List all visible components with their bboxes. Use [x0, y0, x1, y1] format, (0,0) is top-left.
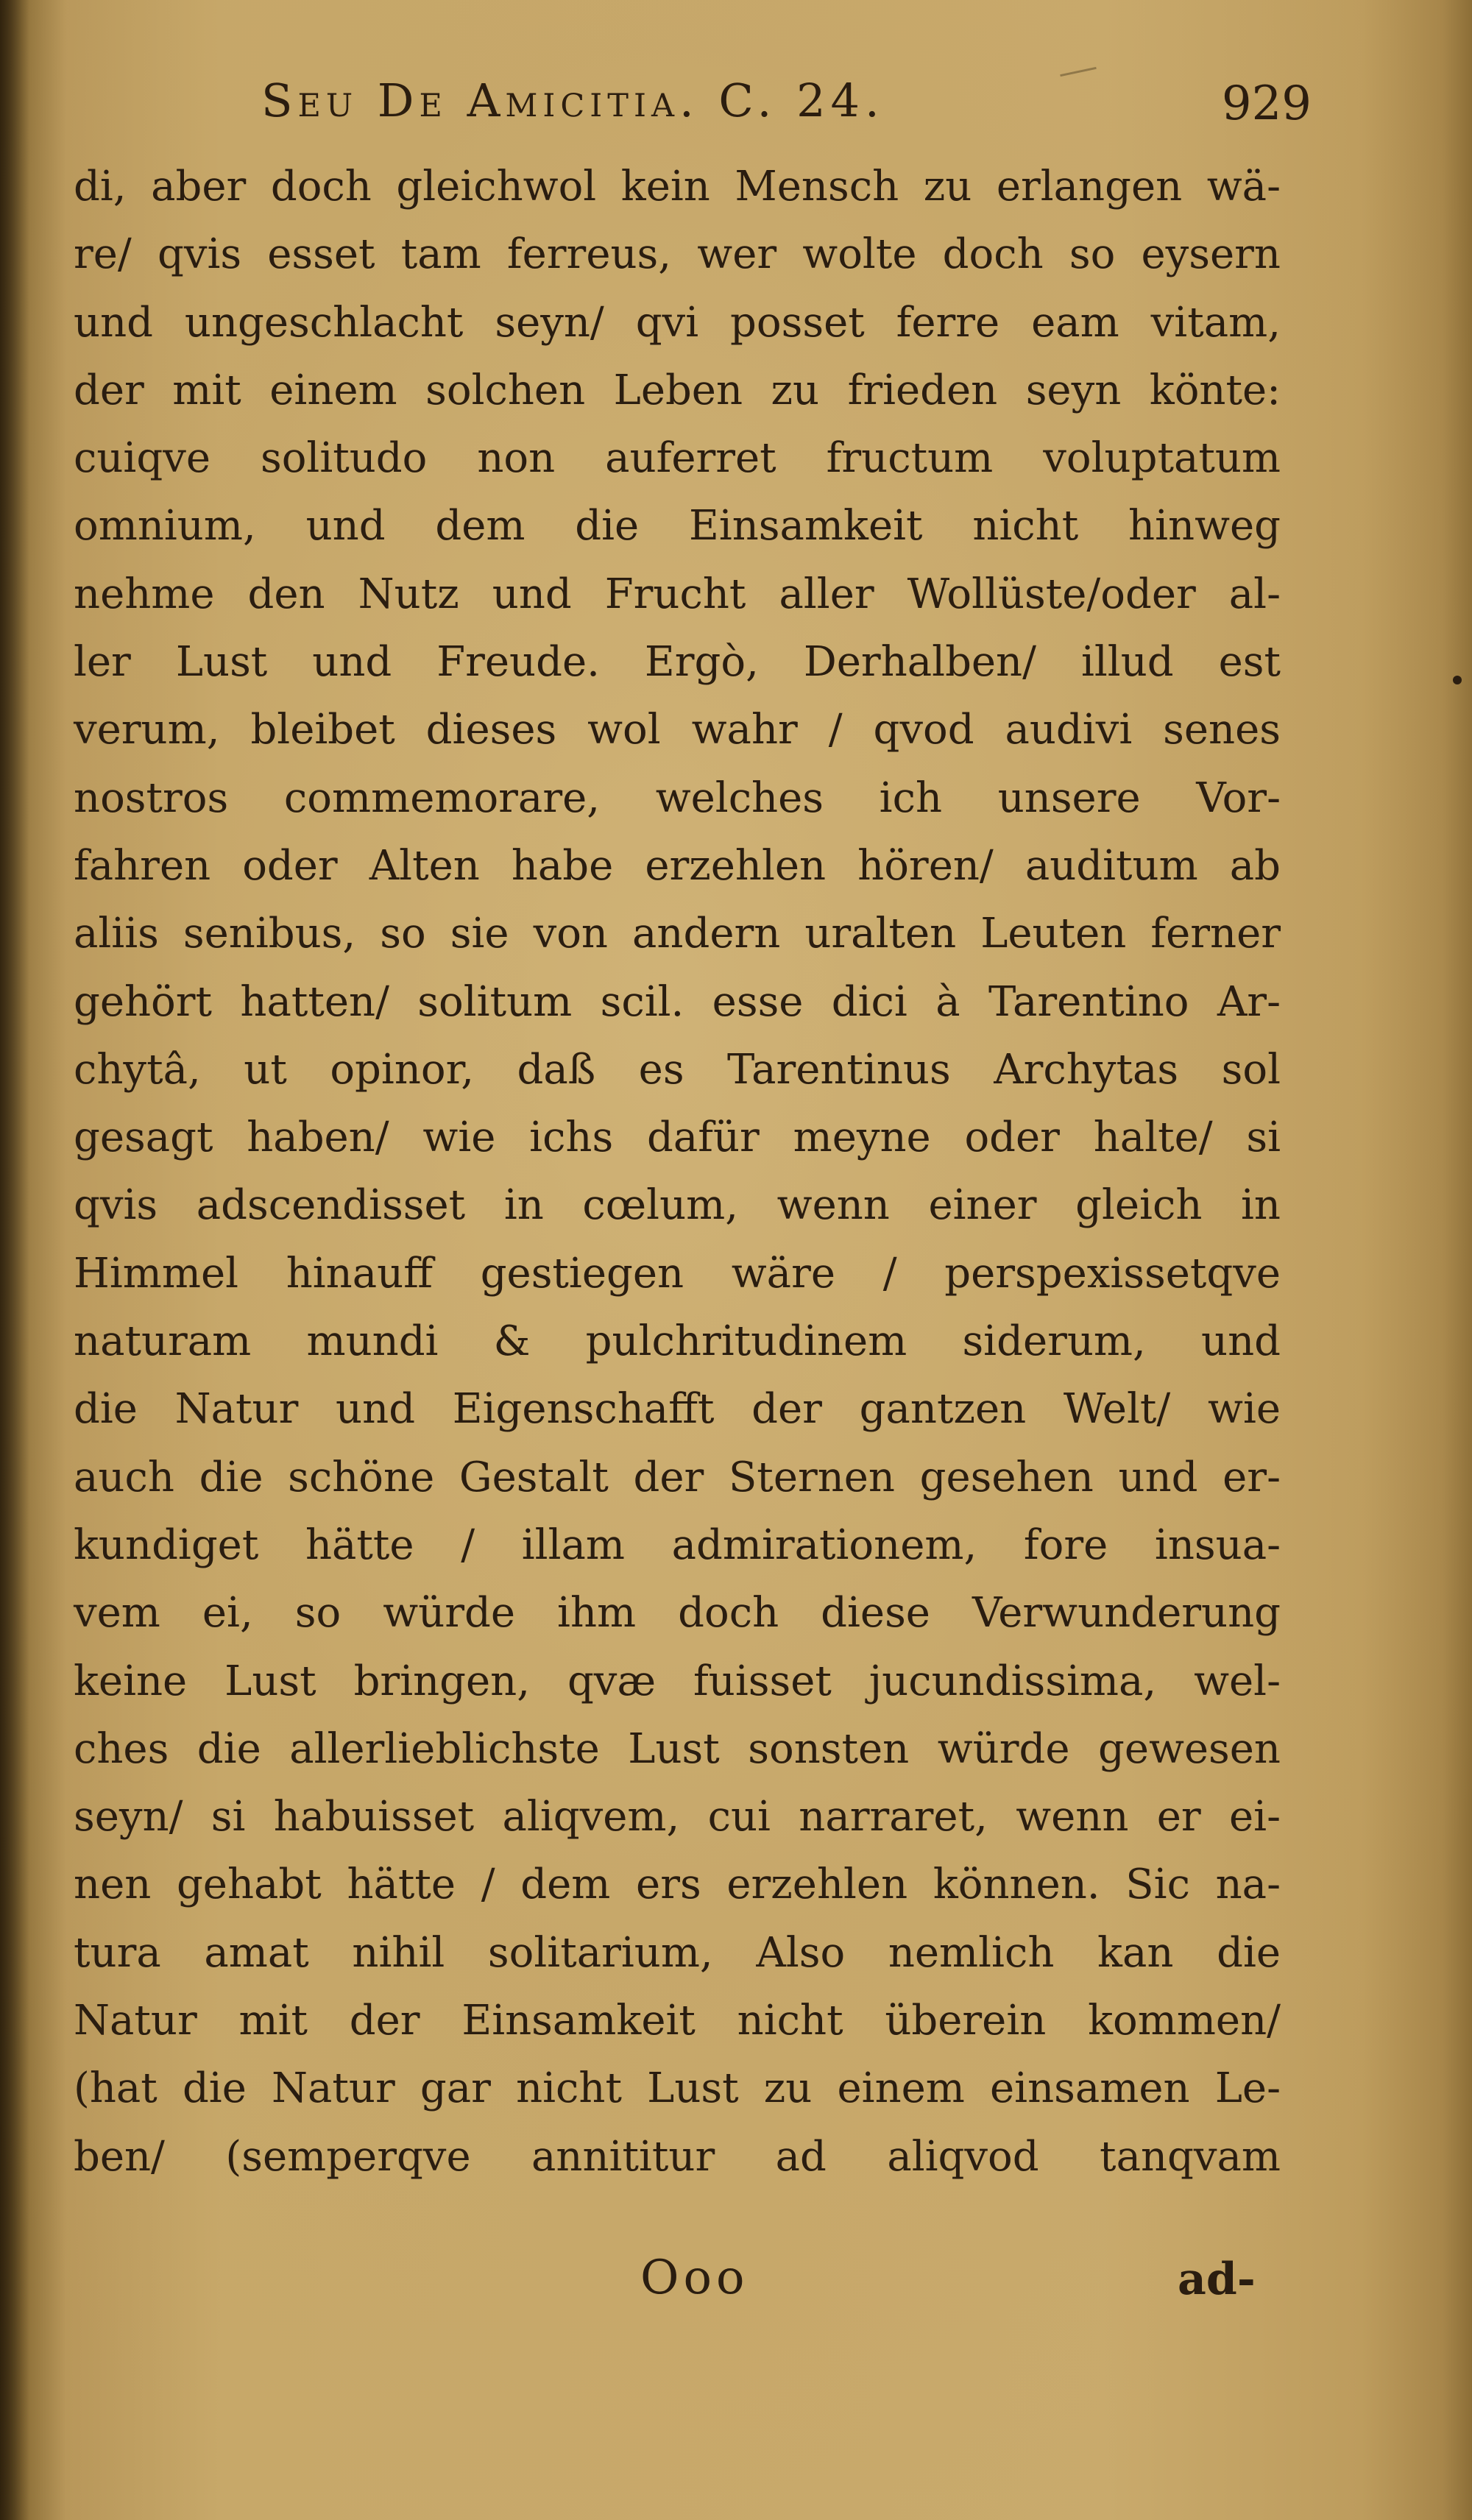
text-line: gehört hatten/ solitum scil. esse dici à Tarentino Ar-: [74, 977, 1281, 1026]
text-line: ben/ (semperqve annititur ad aliqvod tanqvam: [74, 2132, 1281, 2181]
margin-ink-dot: [1453, 676, 1462, 684]
text-line: re/ qvis esset tam ferreus, wer wolte doch so eysern: [74, 230, 1281, 279]
text-line: keine Lust bringen, qvæ fuisset jucundissima, wel-: [74, 1657, 1281, 1705]
text-line: gesagt haben/ wie ichs dafür meyne oder halte/ si: [74, 1114, 1281, 1162]
running-head: Seu De Amicitia. C. 24.: [261, 74, 885, 127]
text-line: qvis adscendisset in cœlum, wenn einer gleich in: [74, 1181, 1281, 1230]
text-line: naturam mundi & pulchritudinem siderum, und: [74, 1317, 1281, 1366]
text-line: di, aber doch gleichwol kein Mensch zu erlangen wä-: [74, 163, 1281, 210]
text-line: cuiqve solitudo non auferret fructum voluptatum: [74, 434, 1281, 483]
text-line: die Natur und Eigenschafft der gantzen Welt/ wie: [74, 1385, 1281, 1434]
text-line: kundiget hätte / illam admirationem, fore insua-: [74, 1521, 1281, 1569]
text-line: verum, bleibet dieses wol wahr / qvod audivi senes: [74, 706, 1281, 754]
text-line: seyn/ si habuisset aliqvem, cui narraret, wenn er ei-: [74, 1793, 1281, 1841]
text-line: vem ei, so würde ihm doch diese Verwunderung: [74, 1589, 1281, 1638]
text-line: fahren oder Alten habe erzehlen hören/ auditum ab: [74, 841, 1281, 890]
text-line: Natur mit der Einsamkeit nicht überein kommen/: [74, 1997, 1281, 2045]
body-text: [74, 153, 1281, 2191]
signature-mark: Ooo: [640, 2251, 749, 2305]
gutter-shadow: [0, 0, 29, 2520]
text-line: Himmel hinauff gestiegen wäre / perspexissetqve: [74, 1249, 1281, 1298]
text-line: auch die schöne Gestalt der Sternen gesehen und er-: [74, 1453, 1281, 1501]
ink-mark: [1060, 67, 1097, 77]
text-line: nen gehabt hätte / dem ers erzehlen können. Sic na-: [74, 1861, 1281, 1909]
text-line: und ungeschlacht seyn/ qvi posset ferre eam vitam,: [74, 298, 1281, 347]
catchword: ad-: [1178, 2254, 1256, 2305]
text-line: chytâ, ut opinor, daß es Tarentinus Archytas sol: [74, 1045, 1281, 1094]
text-line: nehme den Nutz und Frucht aller Wollüste/oder al-: [74, 570, 1281, 618]
text-line: der mit einem solchen Leben zu frieden seyn könte:: [74, 366, 1281, 414]
page-number: 929: [1221, 77, 1312, 131]
text-line: omnium, und dem die Einsamkeit nicht hinweg: [74, 502, 1281, 551]
text-line: (hat die Natur gar nicht Lust zu einem einsamen Le-: [74, 2064, 1281, 2113]
text-line: ches die allerlieblichste Lust sonsten würde gewesen: [74, 1724, 1281, 1773]
text-line: aliis senibus, so sie von andern uralten Leuten ferner: [74, 910, 1281, 958]
text-line: ler Lust und Freude. Ergò, Derhalben/ illud est: [74, 638, 1281, 687]
text-line: tura amat nihil solitarium, Also nemlich kan die: [74, 1928, 1281, 1977]
text-line: nostros commemorare, welches ich unsere Vor-: [74, 774, 1281, 822]
